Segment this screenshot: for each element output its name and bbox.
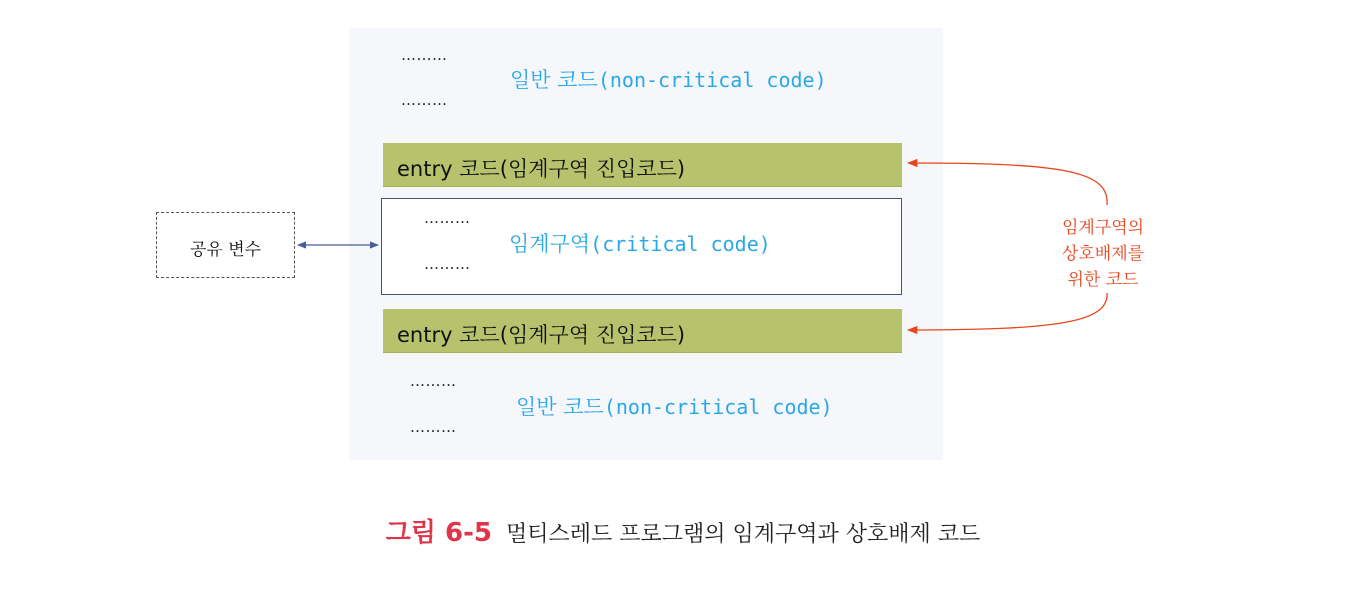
entry-code-label-1: entry 코드(임계구역 진입코드)	[397, 157, 686, 181]
mutex-annotation-line-3: 위한 코드	[1067, 270, 1139, 290]
mutex-annotation-line-2: 상호배제를	[1061, 244, 1145, 264]
figure-number: 그림 6-5	[385, 518, 492, 548]
shared-variable-label: 공유 변수	[189, 240, 262, 260]
bottom-dots-2: ………	[410, 418, 457, 436]
top-dots-1: ………	[401, 46, 448, 64]
figure-caption	[0, 512, 1366, 549]
figure-title: 멀티스레드 프로그램의 임계구역과 상호배제 코드	[505, 522, 981, 547]
entry-code-label-2: entry 코드(임계구역 진입코드)	[397, 323, 686, 347]
bottom-noncritical-label-ko: 일반 코드	[516, 395, 604, 419]
bottom-dots-1: ………	[410, 372, 457, 390]
mutex-arrow-to-entry-1	[908, 163, 1107, 205]
critical-dots-2: ………	[424, 255, 471, 273]
mutex-annotation	[1038, 215, 1168, 293]
critical-dots-1: ………	[424, 209, 471, 227]
top-noncritical-label-ko: 일반 코드	[510, 68, 598, 92]
critical-label-ko: 임계구역	[509, 232, 591, 256]
bottom-noncritical-label-en: (non-critical code)	[603, 395, 833, 419]
critical-label-en: (critical code)	[590, 232, 771, 256]
top-noncritical-label-en: (non-critical code)	[597, 68, 827, 92]
mutex-arrow-to-entry-2	[908, 292, 1107, 330]
top-dots-2: ………	[401, 91, 448, 109]
mutex-annotation-line-1: 임계구역의	[1061, 218, 1145, 238]
